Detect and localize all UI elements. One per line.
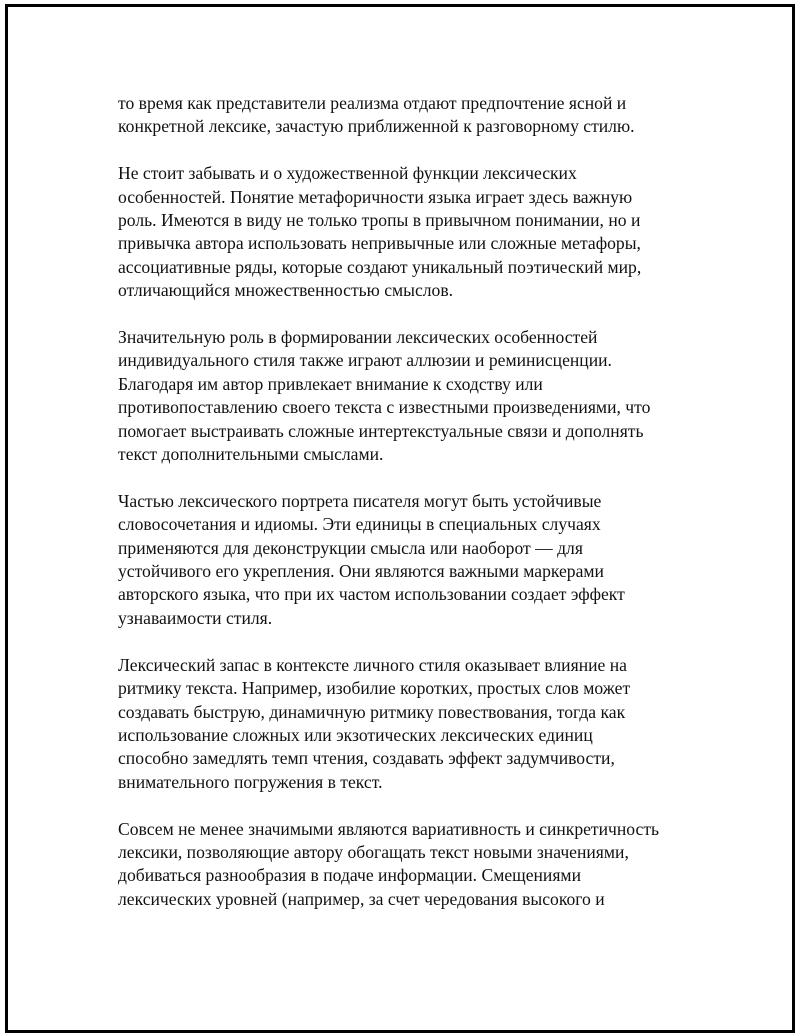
text-line: способно замедлять темп чтения, создавать эффект задумчивости, bbox=[118, 748, 615, 769]
text-line: словосочетания и идиомы. Эти единицы в специальных случаях bbox=[118, 514, 601, 535]
paragraph bbox=[118, 654, 698, 794]
document-body bbox=[118, 92, 698, 935]
paragraph bbox=[118, 326, 698, 466]
text-line: внимательного погружения в текст. bbox=[118, 771, 383, 792]
text-line: особенностей. Понятие метафоричности языка играет здесь важную bbox=[118, 186, 633, 207]
paragraph bbox=[118, 490, 698, 630]
text-line: создавать быструю, динамичную ритмику повествования, тогда как bbox=[118, 701, 626, 722]
text-line: Не стоит забывать и о художественной функции лексических bbox=[118, 163, 577, 184]
text-line: лексики, позволяющие автору обогащать текст новыми значениями, bbox=[118, 841, 629, 862]
text-line: привычка автора использовать непривычные или сложные метафоры, bbox=[118, 233, 641, 254]
text-line: Совсем не менее значимыми являются вариативность и синкретичность bbox=[118, 818, 660, 839]
text-line: авторского языка, что при их частом использовании создает эффект bbox=[118, 584, 625, 605]
text-line: ритмику текста. Например, изобилие коротких, простых слов может bbox=[118, 678, 631, 699]
paragraph bbox=[118, 92, 698, 139]
text-line: добиваться разнообразия в подаче информации. Смещениями bbox=[118, 865, 581, 886]
text-line: текст дополнительными смыслами. bbox=[118, 444, 384, 465]
text-line: использование сложных или экзотических лексических единиц bbox=[118, 724, 593, 745]
paragraph bbox=[118, 818, 698, 912]
text-line: индивидуального стиля также играют аллюзии и реминисценции. bbox=[118, 350, 612, 371]
text-line: лексических уровней (например, за счет чередования высокого и bbox=[118, 888, 605, 909]
text-line: Благодаря им автор привлекает внимание к сходству или bbox=[118, 373, 543, 394]
text-line: Лексический запас в контексте личного стиля оказывает влияние на bbox=[118, 654, 627, 675]
text-line: конкретной лексике, зачастую приближенной к разговорному стилю. bbox=[118, 116, 635, 137]
paragraph bbox=[118, 162, 698, 302]
text-line: Значительную роль в формировании лексических особенностей bbox=[118, 327, 598, 348]
text-line: ассоциативные ряды, которые создают уникальный поэтический мир, bbox=[118, 256, 642, 277]
text-line: противопоставлению своего текста с известными произведениями, что bbox=[118, 397, 651, 418]
text-line: помогает выстраивать сложные интертекстуальные связи и дополнять bbox=[118, 420, 644, 441]
text-line: узнаваимости стиля. bbox=[118, 607, 273, 628]
text-line: роль. Имеются в виду не только тропы в привычном понимании, но и bbox=[118, 210, 641, 231]
text-line: применяются для деконструкции смысла или наоборот — для bbox=[118, 537, 583, 558]
text-line: устойчивого его укрепления. Они являются важными маркерами bbox=[118, 561, 604, 582]
text-line: то время как представители реализма отдают предпочтение ясной и bbox=[118, 93, 627, 113]
text-line: Частью лексического портрета писателя могут быть устойчивые bbox=[118, 490, 602, 511]
text-line: отличающийся множественностью смыслов. bbox=[118, 280, 454, 301]
